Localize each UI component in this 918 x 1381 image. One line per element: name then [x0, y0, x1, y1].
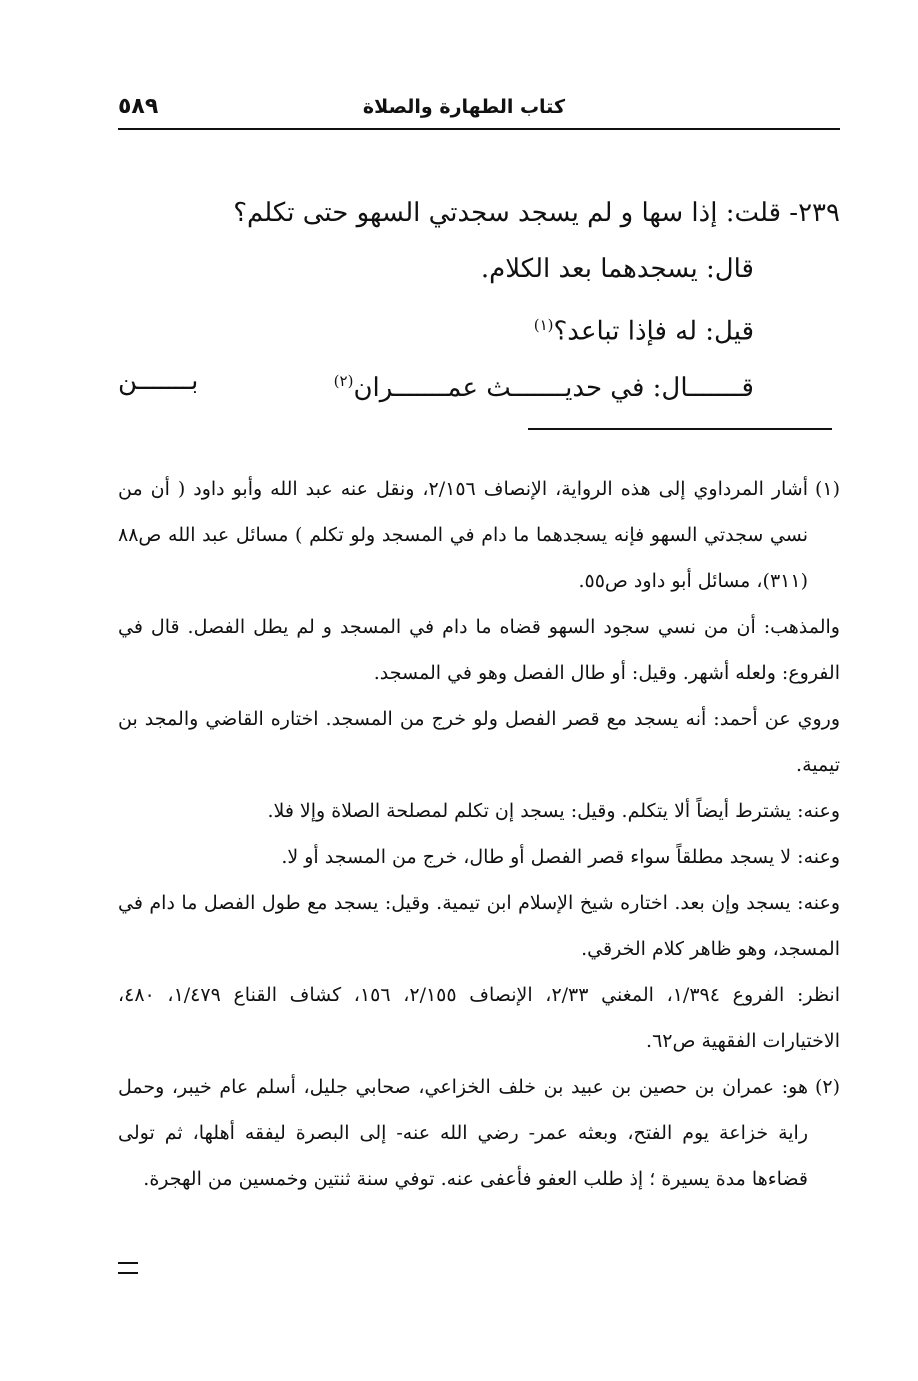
footnote-1-paragraph: وروي عن أحمد: أنه يسجد مع قصر الفصل ولو خرج من المسجد. اختاره القاضي والمجد بن تيمية. — [118, 708, 840, 776]
page-header — [118, 92, 840, 126]
footnote-2-number: (٢) — [814, 1076, 840, 1098]
footnotes — [118, 466, 840, 1202]
footnote-1-number: (١) — [814, 478, 840, 500]
footnote-1-paragraph: والمذهب: أن من نسي سجود السهو قضاه ما دام في المسجد و لم يطل الفصل. قال في الفروع: ولعله أشهر. وقيل: أو طال الفصل وهو في المسجد. — [118, 616, 840, 684]
footnote-1-paragraph: وعنه: يشترط أيضاً ألا يتكلم. وقيل: يسجد إن تكلم لمصلحة الصلاة وإلا فلا. — [267, 800, 840, 822]
page-number: ٥٨٩ — [118, 94, 159, 119]
question-number: ٢٣٩- — [789, 198, 840, 228]
footnote-1-paragraph: وعنه: يسجد وإن بعد. اختاره شيخ الإسلام ابن تيمية. وقيل: يسجد مع طول الفصل ما دام في المسجد، وهو ظاهر كلام الخرقي. — [118, 892, 840, 960]
footnote-1 — [118, 466, 840, 1064]
footnote-1-paragraph: انظر: الفروع ١/٣٩٤، المغني ٢/٣٣، الإنصاف ٢/١٥٥، ١٥٦، كشاف القناع ١/٤٧٩، ٤٨٠، الاختيارات الفقهية ص٦٢. — [118, 984, 840, 1052]
answer-line-1 — [118, 241, 840, 297]
answer-text-2a: قـــــــال: في حديـــــــث عمـــــــران — [353, 372, 754, 403]
footnote-1-paragraph: أشار المرداوي إلى هذه الرواية، الإنصاف ٢/١٥٦، ونقل عنه عبد الله وأبو داود ( أن من نسي سجدتي السهو فإنه يسجدهما ما دام في المسجد ولو تكلم ) مسائل عبد الله ص٨٨ (٣١١)، مسائل أبو داود ص٥٥. — [118, 478, 808, 592]
running-title: كتاب الطهارة والصلاة — [362, 96, 565, 118]
footnote-separator — [528, 428, 832, 430]
footnote-ref-1: (١) — [533, 316, 554, 334]
footnote-2 — [118, 1064, 840, 1202]
answer-text-2b: بـــــــن — [118, 366, 199, 396]
header-rule — [118, 128, 840, 130]
question-line — [118, 185, 840, 241]
question-text: قلت: إذا سها و لم يسجد سجدتي السهو حتى تكلم؟ — [233, 198, 782, 228]
answer-line-2 — [118, 353, 840, 409]
footnote-1-paragraph: وعنه: لا يسجد مطلقاً سواء قصر الفصل أو طال، خرج من المسجد أو لا. — [281, 846, 840, 868]
ask-line-2 — [118, 297, 840, 353]
main-text — [118, 185, 840, 409]
ask-text-2: قيل: له فإذا تباعد؟ — [553, 316, 754, 347]
continuation-mark — [118, 1262, 138, 1274]
answer-text-1: قال: يسجدهما بعد الكلام. — [480, 254, 754, 284]
footnote-ref-2: (٢) — [333, 372, 354, 390]
footnote-2-paragraph: هو: عمران بن حصين بن عبيد بن خلف الخزاعي، صحابي جليل، أسلم عام خيبر، وحمل راية خزاعة يوم الفتح، وبعثه عمر- رضي الله عنه- إلى البصرة ليفقه أهلها، ثم تولى قضاءها مدة يسيرة ؛ إذ طلب العفو فأعفى عنه. توفي سنة ثنتين وخمسين من الهجرة. — [118, 1076, 808, 1190]
